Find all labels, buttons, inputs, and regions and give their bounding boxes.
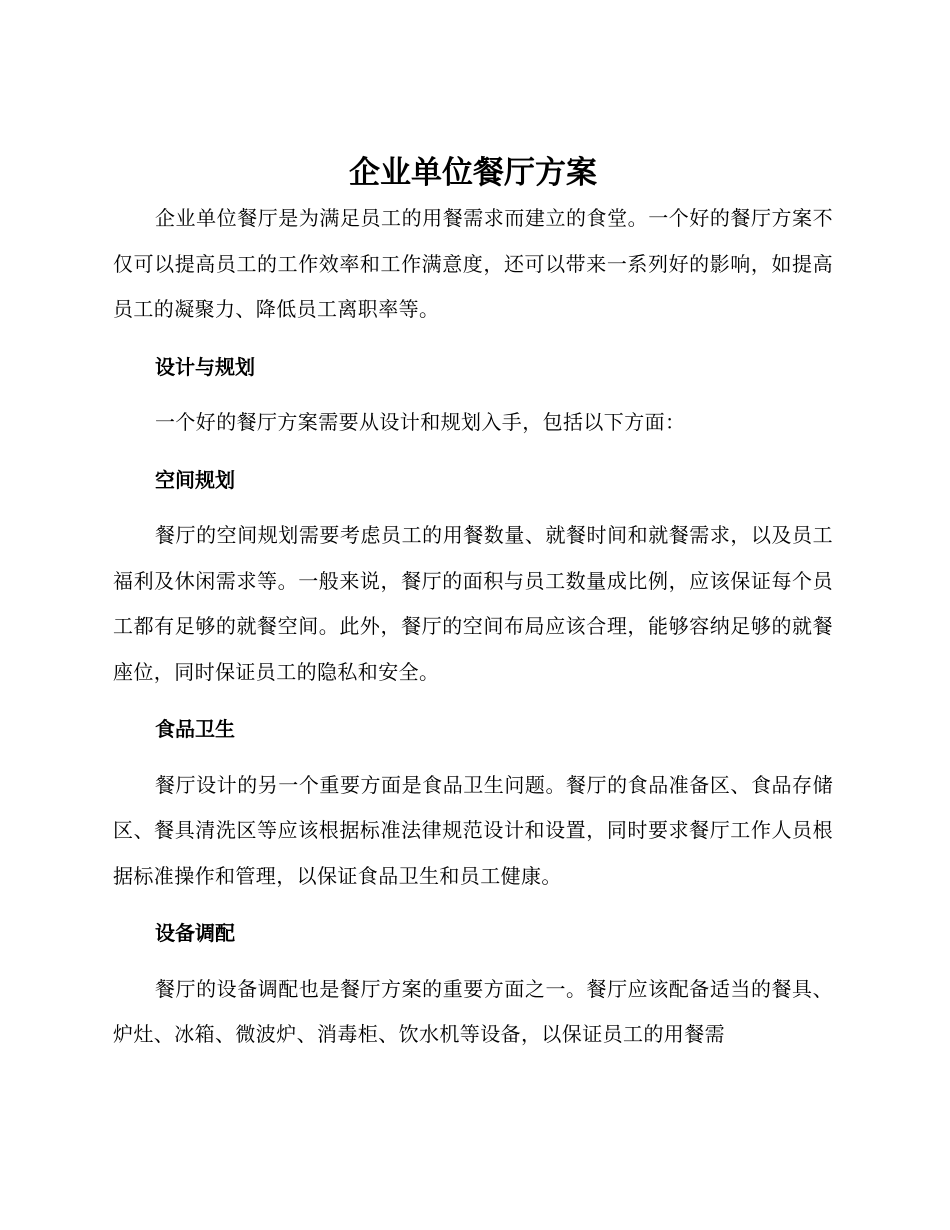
design-heading: 设计与规划	[155, 354, 255, 379]
hygiene-heading: 食品卫生	[155, 717, 235, 741]
design-paragraph: 一个好的餐厅方案需要从设计和规划入手，包括以下方面：	[155, 410, 686, 434]
equipment-heading: 设备调配	[155, 921, 235, 945]
intro-paragraph: 企业单位餐厅是为满足员工的用餐需求而建立的食堂。一个好的餐厅方案不仅可以提高员工的工作效率和工作满意度，还可以带来一系列好的影响，如提高员工的凝聚力、降低员工离职率等。	[113, 206, 833, 321]
document-page	[113, 150, 833, 1058]
document-title: 企业单位餐厅方案	[349, 155, 597, 191]
space-heading: 空间规划	[155, 467, 235, 492]
equipment-paragraph: 餐厅的设备调配也是餐厅方案的重要方面之一。餐厅应该配备适当的餐具、炉灶、冰箱、微波炉、消毒柜、饮水机等设备，以保证员工的用餐需	[113, 976, 833, 1046]
space-paragraph: 餐厅的空间规划需要考虑员工的用餐数量、就餐时间和就餐需求，以及员工福利及休闲需求等。一般来说，餐厅的面积与员工数量成比例，应该保证每个员工都有足够的就餐空间。此外，餐厅的空间布局应该合理，能够容纳足够的就餐座位，同时保证员工的隐私和安全。	[113, 523, 833, 684]
hygiene-paragraph: 餐厅设计的另一个重要方面是食品卫生问题。餐厅的食品准备区、食品存储区、餐具清洗区等应该根据标准法律规范设计和设置，同时要求餐厅工作人员根据标准操作和管理，以保证食品卫生和员工健康。	[113, 772, 833, 888]
